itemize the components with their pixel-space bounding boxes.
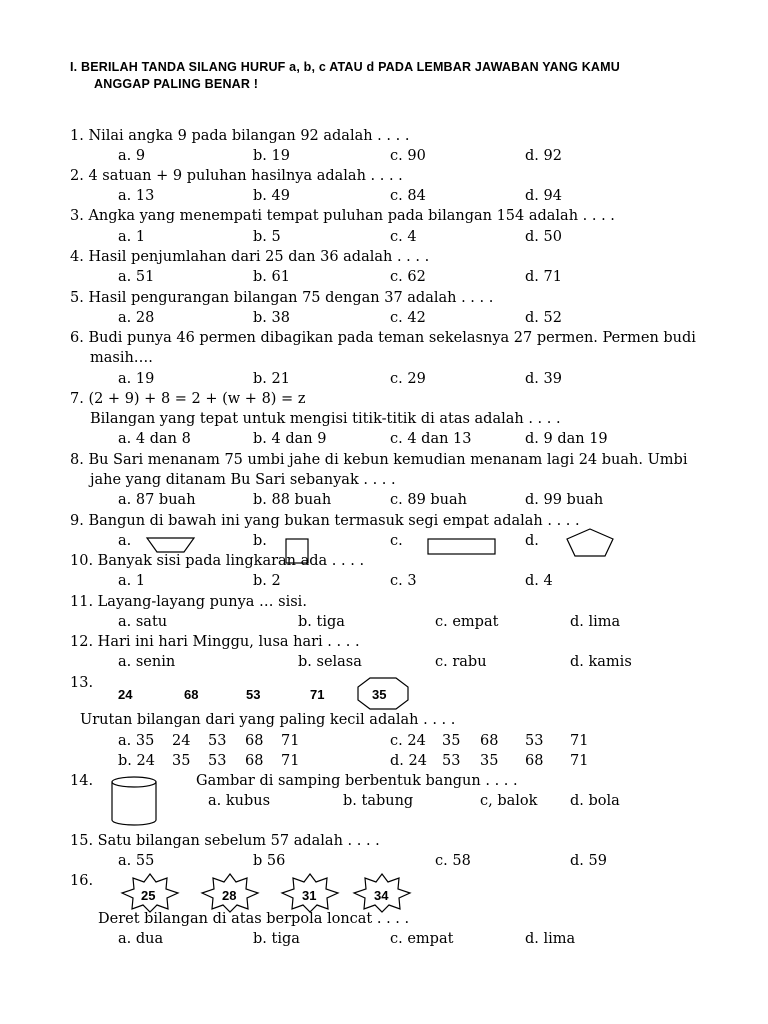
option-d: d. 50 (525, 229, 562, 245)
option-c: c. empat (390, 931, 454, 947)
option-value: 35 (480, 753, 499, 769)
question-13-line-2: Urutan bilangan dari yang paling kecil adalah . . . . (80, 712, 456, 728)
option-value: 24 (172, 733, 191, 749)
option-b: b. 2 (253, 573, 281, 589)
option-a: a. senin (118, 654, 176, 670)
option-a: a. 1 (118, 573, 146, 589)
option-b: b. (253, 533, 267, 549)
option-value: 53 (442, 753, 461, 769)
question-9: 9. Bangun di bawah ini yang bukan termasuk segi empat adalah . . . . (70, 513, 580, 529)
option-c: c. (390, 533, 403, 549)
option-b: b. 38 (253, 310, 290, 326)
option-b: b. tabung (343, 793, 414, 809)
option-d: d. 94 (525, 188, 562, 204)
option-d: d. (525, 533, 539, 549)
option-c: c. 42 (390, 310, 426, 326)
option-d: d. bola (570, 793, 620, 809)
option-b: b. selasa (298, 654, 362, 670)
option-c: c. rabu (435, 654, 487, 670)
option-b: b 56 (253, 853, 286, 869)
option-b: b. 4 dan 9 (253, 431, 327, 447)
rectangle-icon (427, 538, 497, 556)
option-c: c. 29 (390, 371, 426, 387)
option-a: a. 1 (118, 229, 146, 245)
option-a: a. 87 buah (118, 492, 196, 508)
number-card: 53 (246, 687, 261, 702)
option-a: a. 35 (118, 733, 155, 749)
option-a: a. (118, 533, 132, 549)
option-a: a. 28 (118, 310, 155, 326)
option-d: d. 4 (525, 573, 553, 589)
option-value: 53 (208, 733, 227, 749)
question-6: 6. Budi punya 46 permen dibagikan pada teman sekelasnya 27 permen. Permen budi (70, 330, 696, 346)
option-b: b. 5 (253, 229, 281, 245)
option-b: b. 61 (253, 269, 290, 285)
pentagon-icon (565, 528, 615, 558)
option-a: a. dua (118, 931, 164, 947)
question-13: 13. (70, 675, 94, 691)
option-b: b. 88 buah (253, 492, 332, 508)
trapezoid-icon (146, 537, 196, 553)
option-value: 35 (442, 733, 461, 749)
question-7: 7. (2 + 9) + 8 = 2 + (w + 8) = z (70, 391, 306, 407)
number-card: 68 (184, 687, 199, 702)
option-d: d. lima (525, 931, 576, 947)
option-c: c. 90 (390, 148, 426, 164)
option-c: c. 4 dan 13 (390, 431, 472, 447)
option-b: b. 21 (253, 371, 290, 387)
option-d: d. 9 dan 19 (525, 431, 608, 447)
option-a: a. satu (118, 614, 168, 630)
question-5: 5. Hasil pengurangan bilangan 75 dengan 37 adalah . . . . (70, 290, 494, 306)
option-b: b. 24 (118, 753, 155, 769)
question-16: 16. (70, 873, 94, 889)
option-c: c. 58 (435, 853, 471, 869)
option-value: 68 (245, 753, 264, 769)
option-c: c. 4 (390, 229, 417, 245)
question-6-line-2: masih…. (90, 350, 153, 366)
option-d: d. 24 (390, 753, 427, 769)
question-12: 12. Hari ini hari Minggu, lusa hari . . . . (70, 634, 360, 650)
instruction-line-1: I. BERILAH TANDA SILANG HURUF a, b, c ATAU d PADA LEMBAR JAWABAN YANG KAMU (70, 60, 620, 74)
question-4: 4. Hasil penjumlahan dari 25 dan 36 adalah . . . . (70, 249, 430, 265)
question-8-line-2: jahe yang ditanam Bu Sari sebanyak . . . . (90, 472, 396, 488)
option-a: a. 19 (118, 371, 155, 387)
option-value: 71 (570, 753, 589, 769)
option-value: 71 (570, 733, 589, 749)
option-a: a. 51 (118, 269, 155, 285)
number-card: 25 (141, 888, 156, 903)
question-14-text: Gambar di samping berbentuk bangun . . . . (196, 773, 518, 789)
number-card: 24 (118, 687, 133, 702)
question-15: 15. Satu bilangan sebelum 57 adalah . . . . (70, 833, 380, 849)
question-2: 2. 4 satuan + 9 puluhan hasilnya adalah . . . . (70, 168, 403, 184)
option-c: c. empat (435, 614, 499, 630)
option-d: d. 59 (570, 853, 607, 869)
option-b: b. 49 (253, 188, 290, 204)
number-card: 71 (310, 687, 325, 702)
number-card: 34 (374, 888, 389, 903)
option-c: c. 3 (390, 573, 417, 589)
question-16-line-2: Deret bilangan di atas berpola loncat . . . . (98, 911, 410, 927)
option-c: c. 62 (390, 269, 426, 285)
question-3: 3. Angka yang menempati tempat puluhan pada bilangan 154 adalah . . . . (70, 208, 615, 224)
option-a: a. 13 (118, 188, 155, 204)
option-a: a. 55 (118, 853, 155, 869)
option-c: c. 84 (390, 188, 426, 204)
option-b: b. tiga (298, 614, 345, 630)
option-c: c, balok (480, 793, 538, 809)
option-a: a. 9 (118, 148, 146, 164)
option-value: 53 (525, 733, 544, 749)
number-card: 31 (302, 888, 317, 903)
option-c: c. 89 buah (390, 492, 468, 508)
option-value: 71 (281, 733, 300, 749)
question-7-line-2: Bilangan yang tepat untuk mengisi titik-titik di atas adalah . . . . (90, 411, 561, 427)
option-d: d. 52 (525, 310, 562, 326)
number-card: 35 (372, 687, 387, 702)
option-d: d. 71 (525, 269, 562, 285)
option-d: d. 92 (525, 148, 562, 164)
question-11: 11. Layang-layang punya … sisi. (70, 594, 307, 610)
question-1: 1. Nilai angka 9 pada bilangan 92 adalah . . . . (70, 128, 410, 144)
option-d: d. lima (570, 614, 621, 630)
question-10: 10. Banyak sisi pada lingkaran ada . . . . (70, 553, 365, 569)
option-value: 71 (281, 753, 300, 769)
question-8: 8. Bu Sari menanam 75 umbi jahe di kebun kemudian menanam lagi 24 buah. Umbi (70, 452, 688, 468)
option-value: 35 (172, 753, 191, 769)
option-a: a. 4 dan 8 (118, 431, 191, 447)
option-value: 68 (525, 753, 544, 769)
option-value: 68 (245, 733, 264, 749)
option-d: d. 99 buah (525, 492, 604, 508)
instruction-line-2: ANGGAP PALING BENAR ! (94, 77, 259, 91)
question-14: 14. (70, 773, 94, 789)
option-d: d. kamis (570, 654, 632, 670)
option-value: 68 (480, 733, 499, 749)
option-c: c. 24 (390, 733, 426, 749)
cylinder-icon (110, 775, 160, 827)
number-card: 28 (222, 888, 237, 903)
option-value: 53 (208, 753, 227, 769)
option-b: b. tiga (253, 931, 300, 947)
option-a: a. kubus (208, 793, 271, 809)
option-b: b. 19 (253, 148, 290, 164)
option-d: d. 39 (525, 371, 562, 387)
